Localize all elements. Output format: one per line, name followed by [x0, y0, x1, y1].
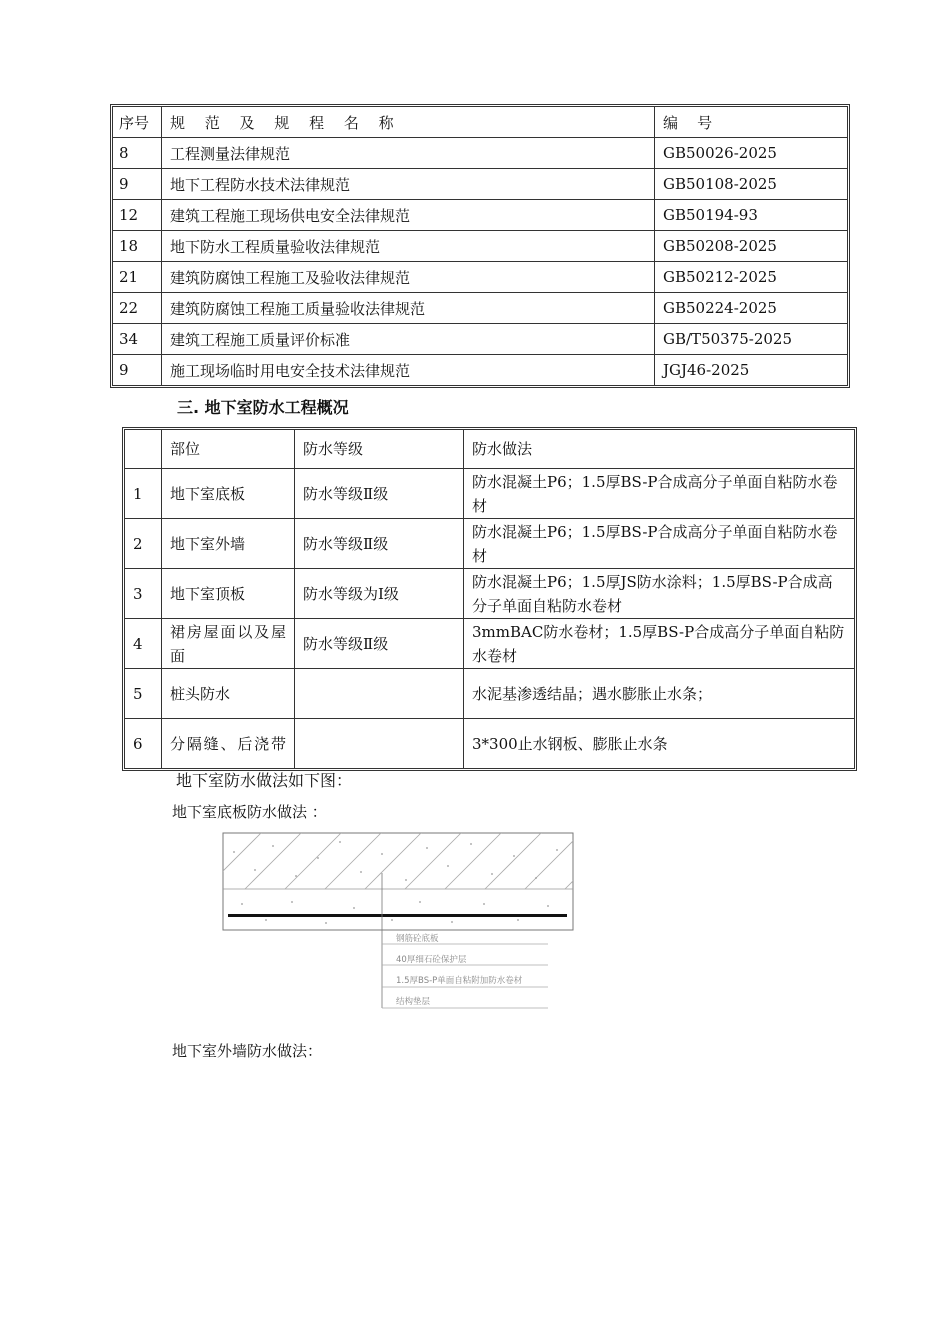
- row-no: 21: [113, 262, 162, 293]
- row-code: GB50108-2025: [655, 169, 848, 200]
- row-part: 分隔缝、后浇带: [162, 719, 295, 769]
- table-header-row: [113, 107, 848, 138]
- row-grade: 防水等级为Ⅰ级: [295, 569, 464, 619]
- waterproofing-table: [124, 429, 855, 769]
- row-no: 5: [125, 669, 162, 719]
- table-row: [125, 619, 855, 669]
- row-name: 建筑防腐蚀工程施工质量验收法律规范: [162, 293, 655, 324]
- row-name: 地下工程防水技术法律规范: [162, 169, 655, 200]
- row-method: 3mmBAC防水卷材；1.5厚BS-P合成高分子单面自粘防水卷材: [464, 619, 855, 669]
- table-row: [125, 669, 855, 719]
- row-name: 地下防水工程质量验收法律规范: [162, 231, 655, 262]
- row-name: 建筑工程施工现场供电安全法律规范: [162, 200, 655, 231]
- waterproof-membrane: [228, 914, 567, 917]
- row-no: 3: [125, 569, 162, 619]
- row-name: 建筑工程施工质量评价标准: [162, 324, 655, 355]
- header-no: 序号: [113, 107, 162, 138]
- row-no: 8: [113, 138, 162, 169]
- table-row: [113, 324, 848, 355]
- diagram-label: 1.5厚BS-P单面自粘附加防水卷材: [396, 976, 523, 986]
- row-no: 18: [113, 231, 162, 262]
- row-method: 防水混凝土P6；1.5厚BS-P合成高分子单面自粘防水卷材: [464, 519, 855, 569]
- row-name: 施工现场临时用电安全技术法律规范: [162, 355, 655, 386]
- header-part: 部位: [162, 430, 295, 469]
- row-no: 9: [113, 169, 162, 200]
- diagram-label: 结构垫层: [396, 997, 431, 1007]
- row-grade: [295, 719, 464, 769]
- table-row: [125, 569, 855, 619]
- row-name: 建筑防腐蚀工程施工及验收法律规范: [162, 262, 655, 293]
- row-no: 9: [113, 355, 162, 386]
- table-row: [113, 231, 848, 262]
- exterior-wall-caption: 地下室外墙防水做法：: [172, 1042, 323, 1060]
- row-no: 4: [125, 619, 162, 669]
- row-part: 地下室外墙: [162, 519, 295, 569]
- aggregate-dots: [233, 841, 558, 924]
- row-no: 34: [113, 324, 162, 355]
- table-row: [113, 169, 848, 200]
- row-part: 裙房屋面以及屋面: [162, 619, 295, 669]
- table-row: [125, 719, 855, 769]
- row-method: 防水混凝土P6；1.5厚BS-P合成高分子单面自粘防水卷材: [464, 469, 855, 519]
- floor-slab-caption: 地下室底板防水做法 ：: [172, 803, 327, 821]
- concrete-hatch: [222, 832, 578, 892]
- row-method: 3*300止水钢板、膨胀止水条: [464, 719, 855, 769]
- row-grade: 防水等级Ⅱ级: [295, 619, 464, 669]
- row-part: 地下室顶板: [162, 569, 295, 619]
- row-code: GB50224-2025: [655, 293, 848, 324]
- table-row: [113, 355, 848, 386]
- row-part: 地下室底板: [162, 469, 295, 519]
- table-row: [113, 293, 848, 324]
- table-row: [113, 200, 848, 231]
- section-heading: 三. 地下室防水工程概况: [177, 398, 349, 417]
- row-code: GB50026-2025: [655, 138, 848, 169]
- row-code: GB50212-2025: [655, 262, 848, 293]
- row-name: 工程测量法律规范: [162, 138, 655, 169]
- row-grade: 防水等级Ⅱ级: [295, 469, 464, 519]
- table-row: [113, 262, 848, 293]
- row-no: 12: [113, 200, 162, 231]
- table-row: [113, 138, 848, 169]
- floor-slab-section-diagram: [222, 832, 578, 1014]
- standards-table: [112, 106, 848, 386]
- row-no: 1: [125, 469, 162, 519]
- header-method: 防水做法: [464, 430, 855, 469]
- row-grade: [295, 669, 464, 719]
- diagram-label: 钢筋砼底板: [396, 934, 439, 944]
- header-name: 规 范 及 规 程 名 称: [162, 107, 655, 138]
- table-row: [125, 469, 855, 519]
- row-no: 2: [125, 519, 162, 569]
- row-no: 22: [113, 293, 162, 324]
- header-grade: 防水等级: [295, 430, 464, 469]
- figure-intro-caption: 地下室防水做法如下图：: [176, 771, 353, 790]
- header-code: 编 号: [655, 107, 848, 138]
- header-no: [125, 430, 162, 469]
- row-no: 6: [125, 719, 162, 769]
- row-code: GB50208-2025: [655, 231, 848, 262]
- row-method: 防水混凝土P6；1.5厚JS防水涂料；1.5厚BS-P合成高分子单面自粘防水卷材: [464, 569, 855, 619]
- row-code: GB50194-93: [655, 200, 848, 231]
- row-method: 水泥基渗透结晶；遇水膨胀止水条；: [464, 669, 855, 719]
- diagram-label: 40厚细石砼保护层: [396, 955, 467, 965]
- table-row: [125, 519, 855, 569]
- row-grade: 防水等级Ⅱ级: [295, 519, 464, 569]
- row-code: GB/T50375-2025: [655, 324, 848, 355]
- row-part: 桩头防水: [162, 669, 295, 719]
- row-code: JGJ46-2025: [655, 355, 848, 386]
- table-header-row: [125, 430, 855, 469]
